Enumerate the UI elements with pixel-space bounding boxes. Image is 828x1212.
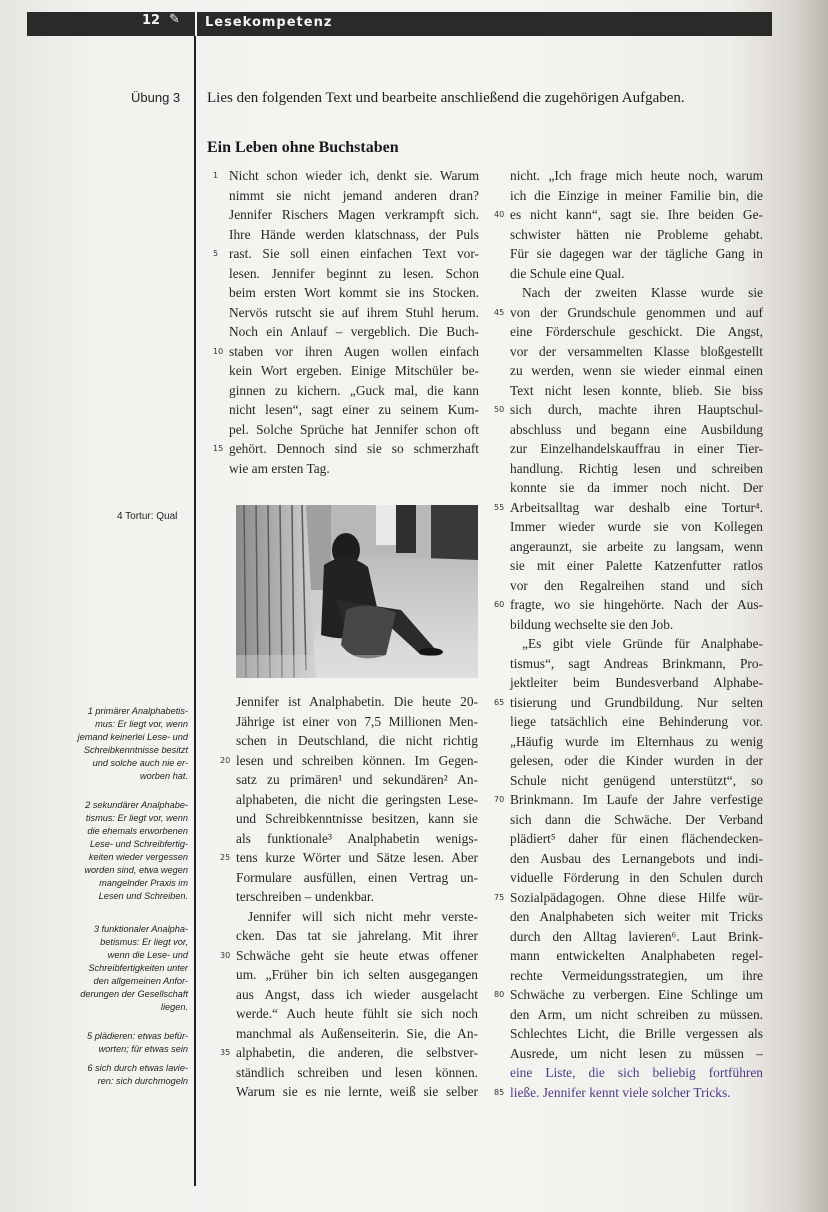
student-sitting-in-hallway-image bbox=[236, 505, 478, 678]
glossary-line: mus: Er liegt vor, wenn bbox=[95, 719, 188, 729]
text-line-content: den Analphabeten sich weiter mit Tricks bbox=[510, 909, 763, 924]
text-line-content: Nervös rutscht sie auf ihrem Stuhl herum. bbox=[229, 304, 479, 320]
text-line-content: viduelle Förderung in den Schulen durch bbox=[510, 870, 763, 885]
line-number: 60 bbox=[494, 600, 505, 609]
glossary-3 bbox=[80, 923, 188, 1014]
text-line bbox=[510, 361, 763, 381]
text-line bbox=[213, 244, 479, 264]
glossary-line: worben hat. bbox=[139, 771, 188, 781]
text-line bbox=[229, 420, 479, 440]
text-line-content: Nicht schon wieder ich, denkt sie. Warum bbox=[229, 168, 479, 183]
line-number: 20 bbox=[220, 755, 231, 765]
text-line bbox=[510, 829, 763, 849]
text-line-content: ließe. Jennifer kennt viele solcher Tricks. bbox=[510, 1084, 731, 1100]
glossary-line: Schreibkenntnisse besitzt bbox=[83, 745, 188, 755]
text-line-content: eine Förderschule geschickt. Die Angst, bbox=[510, 324, 763, 339]
text-line bbox=[510, 907, 763, 927]
line-number: 50 bbox=[494, 405, 505, 414]
text-line-content: alphabeten, die nicht die geringsten Lese- bbox=[236, 791, 478, 807]
text-line bbox=[494, 790, 763, 810]
text-line-content: jektleiter beim Bundesverband Alphabe- bbox=[510, 675, 763, 690]
line-number: 5 bbox=[213, 249, 219, 258]
glossary-line: die ehemals erworbenen bbox=[87, 826, 188, 836]
text-line bbox=[236, 790, 478, 810]
text-line-content: lesen. Jennifer beginnt zu lesen. Schon bbox=[229, 265, 479, 281]
text-line bbox=[494, 205, 763, 225]
text-line-content: Schwäche zu verbergen. Eine Schlinge um bbox=[510, 987, 763, 1002]
text-line-content: „Häufig wurde im Elternhaus zu wenig bbox=[510, 733, 763, 749]
line-number: 15 bbox=[213, 444, 224, 453]
article-title: Ein Leben ohne Buchstaben bbox=[207, 139, 399, 156]
text-line bbox=[510, 264, 763, 284]
text-line bbox=[510, 771, 763, 791]
text-column-right bbox=[494, 166, 763, 1102]
text-line bbox=[510, 322, 763, 342]
text-line bbox=[510, 868, 763, 888]
text-line bbox=[229, 322, 479, 342]
text-line bbox=[229, 186, 479, 206]
glossary-5 bbox=[87, 1030, 188, 1056]
glossary-1 bbox=[78, 705, 188, 783]
text-line-content: Jennifer Rischers Magen verkrampft sich. bbox=[229, 207, 479, 222]
text-line-content: eine Liste, die sich beliebig fortführen bbox=[510, 1065, 763, 1080]
text-line bbox=[229, 400, 479, 420]
text-line-content: Nach der zweiten Klasse wurde sie bbox=[522, 285, 763, 300]
text-line-content: und Schreibkenntnisse besitzen, kann sie bbox=[236, 811, 478, 826]
text-line-content: gelesen, oder die Kinder wurden in der bbox=[510, 753, 763, 768]
glossary-line: und solche auch nie er- bbox=[92, 758, 188, 768]
text-line-content: Sozialpädagogen. Ohne diese Hilfe wür- bbox=[510, 889, 763, 905]
margin-rule bbox=[194, 36, 196, 1186]
text-line bbox=[220, 848, 478, 868]
line-number: 10 bbox=[213, 346, 224, 356]
text-line bbox=[510, 244, 763, 264]
line-number: 75 bbox=[494, 892, 505, 902]
text-line bbox=[510, 946, 763, 966]
text-line-content: tismus“, sagt Andreas Brinkmann, Pro- bbox=[510, 655, 763, 671]
glossary-line: betismus: Er liegt vor, bbox=[100, 937, 188, 947]
text-line bbox=[236, 712, 478, 732]
text-line-content: Schule nicht genügend unterstützt“, so bbox=[510, 772, 763, 788]
line-number: 70 bbox=[494, 795, 505, 804]
text-line bbox=[213, 439, 479, 459]
text-line-content: ständlich schreiben und lesen können. bbox=[236, 1064, 478, 1080]
text-line-content: abschluss und begann eine Ausbildung bbox=[510, 421, 763, 437]
text-line-content: es nicht kann“, sagt sie. Ihre beiden Ge- bbox=[510, 207, 763, 222]
text-line bbox=[510, 615, 763, 635]
exercise-instruction: Lies den folgenden Text und bearbeite anschließend die zugehörigen Aufgaben. bbox=[207, 90, 685, 106]
line-number: 1 bbox=[213, 171, 219, 180]
glossary-line: wenn die Lese- und bbox=[107, 950, 188, 960]
text-line bbox=[494, 498, 763, 518]
glossary-line: jemand keinerlei Lese- und bbox=[77, 732, 188, 742]
glossary-2 bbox=[84, 799, 188, 903]
text-line bbox=[236, 868, 478, 888]
text-line-content: bildung wechselte sie den Job. bbox=[510, 616, 674, 632]
text-line-content: handlung. Richtig lesen und schreiben bbox=[510, 460, 763, 476]
text-line-content: gehört. Dennoch sind sie so schmerzhaft bbox=[229, 441, 479, 456]
text-line bbox=[236, 692, 478, 712]
text-line bbox=[236, 809, 478, 829]
text-line bbox=[229, 381, 479, 401]
text-line bbox=[229, 303, 479, 323]
text-line-content: liege tatsächlich eine Behinderung vor. bbox=[510, 714, 763, 729]
text-line-content: ginnen zu kichern. „Guck mal, die kann bbox=[229, 382, 479, 398]
text-line-content: Jennifer will sich nicht mehr verste- bbox=[248, 908, 478, 924]
text-line bbox=[236, 1004, 478, 1024]
text-line-content: schwister hätten nie Probleme gehabt. bbox=[510, 226, 763, 242]
line-number: 85 bbox=[494, 1087, 505, 1097]
text-line-content: tens kurze Wörter und Sätze lesen. Aber bbox=[236, 850, 478, 865]
text-line bbox=[494, 595, 763, 615]
text-column-left-top bbox=[213, 166, 479, 478]
text-line bbox=[510, 439, 763, 459]
line-number: 35 bbox=[220, 1048, 231, 1057]
glossary-line: Lesen und Schreiben. bbox=[98, 891, 188, 901]
text-line bbox=[510, 712, 763, 732]
text-line-content: sich durch, machte ihren Hauptschul- bbox=[510, 402, 763, 417]
text-line-content: Brinkmann. Im Laufe der Jahre verfestige bbox=[510, 792, 763, 807]
glossary-line: 5 plädieren: etwas befür- bbox=[87, 1031, 188, 1041]
text-line bbox=[510, 1024, 763, 1044]
text-line-content: Schlechtes Licht, die Brille vergessen als bbox=[510, 1026, 763, 1041]
text-line bbox=[510, 342, 763, 362]
text-line bbox=[220, 946, 478, 966]
text-line bbox=[213, 342, 479, 362]
text-line-content: Ihre Hände werden klatschnass, der Puls bbox=[229, 226, 479, 242]
text-line bbox=[494, 400, 763, 420]
text-line bbox=[510, 283, 763, 303]
header-bar bbox=[27, 12, 772, 36]
line-number: 55 bbox=[494, 502, 505, 512]
text-line-content: ich die Einzige in meiner Familie bin, die bbox=[510, 187, 763, 203]
text-line bbox=[494, 303, 763, 323]
glossary-line: derungen der Gesellschaft bbox=[80, 989, 188, 999]
text-line-content: mann entwickelten Analphabeten regel- bbox=[510, 948, 763, 963]
glossary-line: tismus: Er liegt vor, wenn bbox=[85, 813, 188, 823]
text-line bbox=[510, 381, 763, 401]
text-line bbox=[236, 770, 478, 790]
text-line-content: um. „Früher bin ich selten ausgegangen bbox=[236, 967, 478, 982]
text-line-content: zur Einzelhandelskauffrau in einer Tier- bbox=[510, 441, 763, 456]
line-number: 25 bbox=[220, 853, 231, 862]
text-line bbox=[220, 1043, 478, 1063]
text-line-content: die Schule eine Qual. bbox=[510, 265, 625, 281]
text-line-content: plädiert⁵ daher für einen flächendecken- bbox=[510, 831, 763, 846]
text-line bbox=[229, 205, 479, 225]
text-line-content: durch den Alltag lavieren⁶. Laut Brink- bbox=[510, 928, 763, 944]
glossary-line: mangelnder Praxis im bbox=[99, 878, 188, 888]
text-line-content: beim ersten Wort kommt sie ins Stocken. bbox=[229, 285, 479, 300]
line-number: 45 bbox=[494, 307, 505, 317]
text-line-content: nicht lesen“, sagt einer zu seinem Kum- bbox=[229, 402, 479, 417]
text-line-content: rechte Vermeidungsstrategien, um ihre bbox=[510, 967, 763, 983]
glossary-line: den allgemeinen Anfor- bbox=[93, 976, 188, 986]
text-line bbox=[510, 576, 763, 596]
text-line-content: Immer wieder wurde sie von Kollegen bbox=[510, 519, 763, 534]
text-line bbox=[236, 926, 478, 946]
text-line-content: Arbeitsalltag war deshalb eine Tortur⁴. bbox=[510, 499, 763, 515]
line-number: 65 bbox=[494, 697, 505, 707]
side-note-tortur: 4 Tortur: Qual bbox=[117, 511, 178, 522]
text-line-content: Text nicht lesen konnte, blieb. Sie biss bbox=[510, 382, 763, 398]
text-column-left-bottom bbox=[220, 692, 478, 1102]
text-line-content: vor der versammelten Klasse bloßgestellt bbox=[510, 343, 763, 359]
text-line bbox=[510, 927, 763, 947]
text-line bbox=[236, 887, 478, 907]
glossary-line: keiten wieder vergessen bbox=[88, 852, 188, 862]
text-line-content: cken. Das tat sie jahrelang. Mit ihrer bbox=[236, 928, 478, 943]
article-photo bbox=[236, 505, 478, 678]
text-line bbox=[510, 1005, 763, 1025]
glossary-6 bbox=[87, 1062, 188, 1088]
text-line-content: staben vor ihren Augen wollen einfach bbox=[229, 343, 479, 359]
text-line bbox=[229, 459, 479, 479]
text-line-content: Noch ein Anlauf – vergeblich. Die Buch- bbox=[229, 324, 479, 339]
text-line-content: „Es gibt viele Gründe für Analphabe- bbox=[522, 636, 763, 651]
header-divider bbox=[195, 12, 197, 36]
exercise-label: Übung 3 bbox=[131, 90, 181, 105]
text-line-content: von der Grundschule genommen und auf bbox=[510, 304, 763, 320]
line-number: 30 bbox=[220, 950, 231, 960]
glossary-line: 2 sekundärer Analphabe- bbox=[85, 800, 188, 810]
text-line-content: terschreiben – undenkbar. bbox=[236, 889, 374, 904]
chapter-title: Lesekompetenz bbox=[205, 15, 333, 30]
text-line-content: lesen und schreiben können. Im Gegen- bbox=[236, 752, 478, 768]
text-line bbox=[229, 225, 479, 245]
line-number: 80 bbox=[494, 990, 505, 999]
text-line bbox=[510, 556, 763, 576]
text-line-content: wie am ersten Tag. bbox=[229, 460, 330, 476]
text-line-content: pel. Solche Sprüche hat Jennifer schon oft bbox=[229, 421, 479, 437]
pencil-icon: ✎ bbox=[169, 12, 180, 27]
text-line bbox=[229, 361, 479, 381]
text-line-content: Schwäche geht sie heute etwas offener bbox=[236, 947, 478, 963]
text-line bbox=[510, 654, 763, 674]
glossary-line: worten; für etwas sein bbox=[98, 1044, 188, 1054]
text-line-content: vor den Regalreihen stand und sich bbox=[510, 577, 763, 593]
text-line bbox=[510, 537, 763, 557]
text-line bbox=[510, 634, 763, 654]
text-line-content: nicht. „Ich frage mich heute noch, warum bbox=[510, 168, 763, 183]
text-line-content: rast. Sie soll einen einfachen Text vor- bbox=[229, 246, 479, 261]
text-line-content: fragte, wo sie hingehörte. Nach der Aus- bbox=[510, 597, 763, 612]
text-line bbox=[494, 985, 763, 1005]
text-line bbox=[510, 673, 763, 693]
text-line-content: nimmt sie nicht jemand anderen dran? bbox=[229, 187, 479, 203]
text-line bbox=[213, 166, 479, 186]
glossary-line: worden sind, etwa wegen bbox=[84, 865, 188, 875]
glossary-line: ren: sich durchmogeln bbox=[97, 1076, 188, 1086]
text-line-content: kein Wort ergeben. Einige Mitschüler be- bbox=[229, 363, 479, 378]
text-line bbox=[229, 264, 479, 284]
text-line-content: sich dann die Schwäche. Der Verband bbox=[510, 811, 763, 827]
text-line bbox=[510, 810, 763, 830]
glossary-line: liegen. bbox=[160, 1002, 188, 1012]
text-line-content: satz zu primären¹ und sekundären² An- bbox=[236, 772, 478, 787]
glossary-line: 1 primärer Analphabetis- bbox=[87, 706, 188, 716]
text-line-content: Formulare ausfüllen, einen Vertrag un- bbox=[236, 869, 478, 885]
glossary-line: Lese- und Schreibfertig- bbox=[89, 839, 188, 849]
text-line-content: sie mit einer Palette Katzenfutter ratlos bbox=[510, 558, 763, 573]
text-line bbox=[236, 1063, 478, 1083]
text-line-content: manchmal als Außenseiterin. Sie, die An- bbox=[236, 1025, 478, 1041]
text-line bbox=[220, 751, 478, 771]
line-number: 40 bbox=[494, 210, 505, 219]
text-line-content: den Ausbau des Lernangebots und indi- bbox=[510, 850, 763, 866]
text-line bbox=[510, 1063, 763, 1083]
text-line-content: tisierung und Grundbildung. Nur selten bbox=[510, 694, 763, 710]
text-line-content: werde.“ Auch heute fühlt sie sich noch bbox=[236, 1006, 478, 1021]
text-line-content: Ausrede, um nicht lesen zu müssen – bbox=[510, 1045, 763, 1061]
glossary-line: Schreibfertigkeiten unter bbox=[88, 963, 188, 973]
text-line bbox=[494, 888, 763, 908]
text-line-content: Für sie dagegen war der tägliche Gang in bbox=[510, 246, 763, 261]
text-line-content: Jährige ist einer von 7,5 Millionen Men- bbox=[236, 713, 478, 729]
text-line bbox=[236, 985, 478, 1005]
text-line bbox=[229, 283, 479, 303]
page-number: 12 bbox=[142, 13, 161, 28]
text-line bbox=[236, 731, 478, 751]
text-line bbox=[510, 517, 763, 537]
text-line bbox=[510, 1044, 763, 1064]
text-line-content: zu werden, wenn sie wieder einmal einen bbox=[510, 363, 763, 378]
text-line bbox=[236, 1024, 478, 1044]
text-line bbox=[510, 166, 763, 186]
text-line bbox=[510, 420, 763, 440]
text-line bbox=[510, 849, 763, 869]
text-line bbox=[510, 478, 763, 498]
text-line-content: Warum sie es nie lernte, weiß sie selber bbox=[236, 1084, 478, 1099]
text-line bbox=[510, 225, 763, 245]
text-line bbox=[510, 459, 763, 479]
text-line bbox=[236, 907, 478, 927]
text-line-content: Jennifer ist Analphabetin. Die heute 20- bbox=[236, 694, 478, 709]
text-line bbox=[510, 966, 763, 986]
text-line bbox=[494, 1083, 763, 1103]
text-line-content: angeraunzt, sie arbeite zu langsam, wenn bbox=[510, 538, 763, 554]
text-line-content: schen in Deutschland, die nicht richtig bbox=[236, 733, 478, 748]
text-line bbox=[236, 1082, 478, 1102]
text-line-content: konnte sie da immer noch nicht. Der bbox=[510, 480, 763, 495]
text-line bbox=[510, 732, 763, 752]
text-line bbox=[510, 186, 763, 206]
text-line bbox=[510, 751, 763, 771]
glossary-line: 6 sich durch etwas lavie- bbox=[87, 1063, 188, 1073]
text-line bbox=[236, 965, 478, 985]
text-line bbox=[494, 693, 763, 713]
text-line-content: aus Angst, dass ich wieder ausgelacht bbox=[236, 986, 478, 1002]
text-line bbox=[236, 829, 478, 849]
text-line-content: alphabetin, die anderen, die selbstver- bbox=[236, 1045, 478, 1060]
text-line-content: als funktionale³ Analphabetin wenigs- bbox=[236, 830, 478, 846]
glossary-line: 3 funktionaler Analpha- bbox=[93, 924, 188, 934]
text-line-content: den Arm, um nicht schreiben zu müssen. bbox=[510, 1006, 763, 1022]
